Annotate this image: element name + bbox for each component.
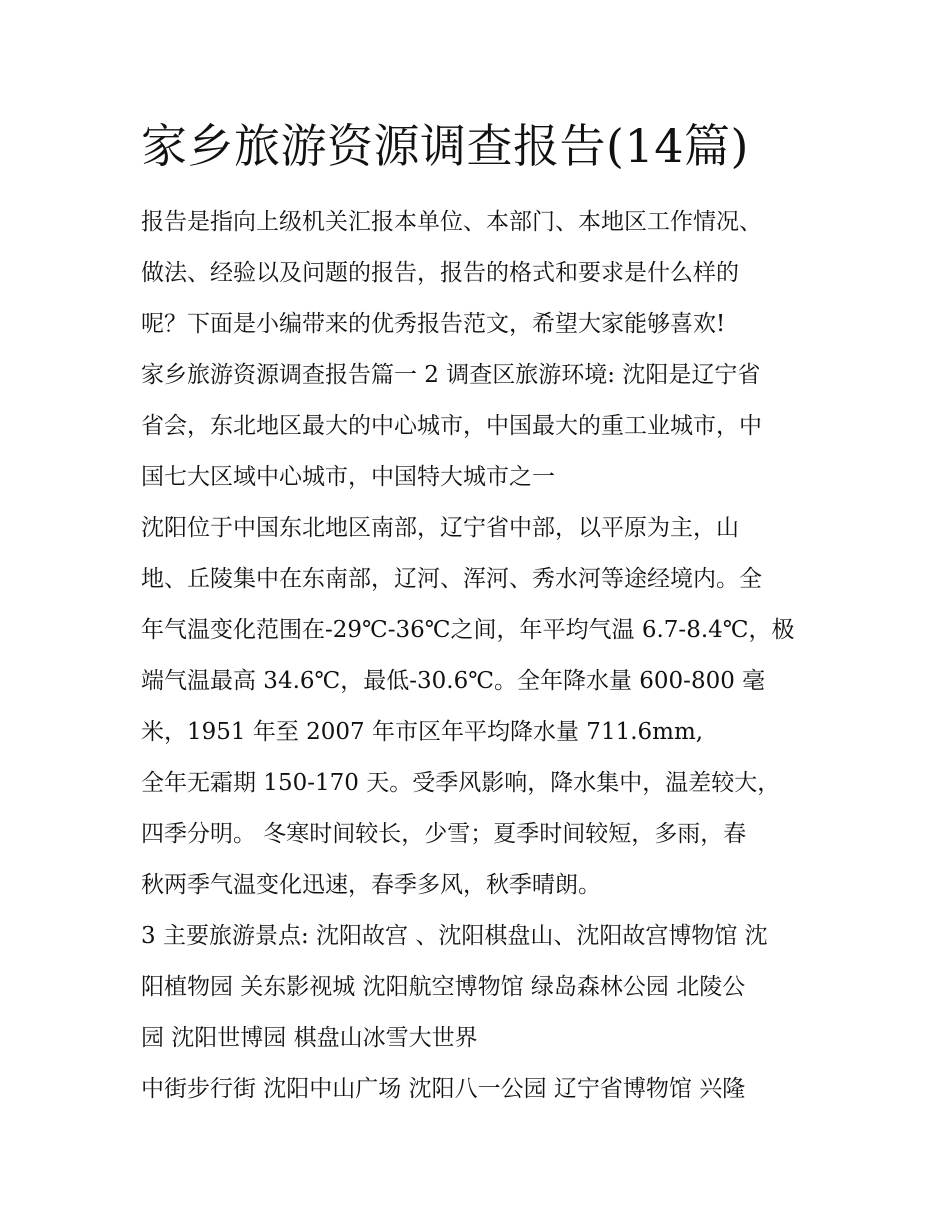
body-line: 沈阳位于中国东北地区南部，辽宁省中部，以平原为主，山	[141, 515, 739, 541]
body-line: 省会，东北地区最大的中心城市，中国最大的重工业城市，中	[141, 413, 762, 439]
body-line: 做法、经验以及问题的报告，报告的格式和要求是什么样的	[141, 260, 739, 286]
body-line: 3 主要旅游景点: 沈阳故宫 、沈阳棋盘山、沈阳故宫博物馆 沈	[141, 923, 768, 949]
body-line: 端气温最高 34.6℃，最低-30.6℃。全年降水量 600-800 毫	[141, 668, 766, 694]
body-line: 米，1951 年至 2007 年市区年平均降水量 711.6mm,	[141, 719, 704, 745]
body-line: 全年无霜期 150-170 天。受季风影响，降水集中，温差较大，	[141, 770, 781, 796]
body-line: 报告是指向上级机关汇报本单位、本部门、本地区工作情况、	[141, 209, 762, 235]
body-line: 国七大区域中心城市，中国特大城市之一	[141, 464, 555, 490]
body-line: 秋两季气温变化迅速，春季多风，秋季晴朗。	[141, 872, 601, 898]
body-line: 园 沈阳世博园 棋盘山冰雪大世界	[141, 1025, 478, 1051]
document-title: 家乡旅游资源调查报告(14篇)	[141, 119, 749, 173]
body-line: 呢？下面是小编带来的优秀报告范文，希望大家能够喜欢!	[141, 311, 726, 337]
body-line: 地、丘陵集中在东南部，辽河、浑河、秀水河等途经境内。全	[141, 566, 762, 592]
body-line: 中街步行街 沈阳中山广场 沈阳八一公园 辽宁省博物馆 兴隆	[141, 1076, 746, 1102]
body-line: 阳植物园 关东影视城 沈阳航空博物馆 绿岛森林公园 北陵公	[141, 974, 746, 1000]
body-line: 四季分明。 冬寒时间较长，少雪；夏季时间较短，多雨，春	[141, 821, 747, 847]
body-line: 年气温变化范围在-29℃-36℃之间，年平均气温 6.7-8.4℃，极	[141, 617, 795, 643]
body-line: 家乡旅游资源调查报告篇一 2 调查区旅游环境: 沈阳是辽宁省	[141, 362, 761, 388]
